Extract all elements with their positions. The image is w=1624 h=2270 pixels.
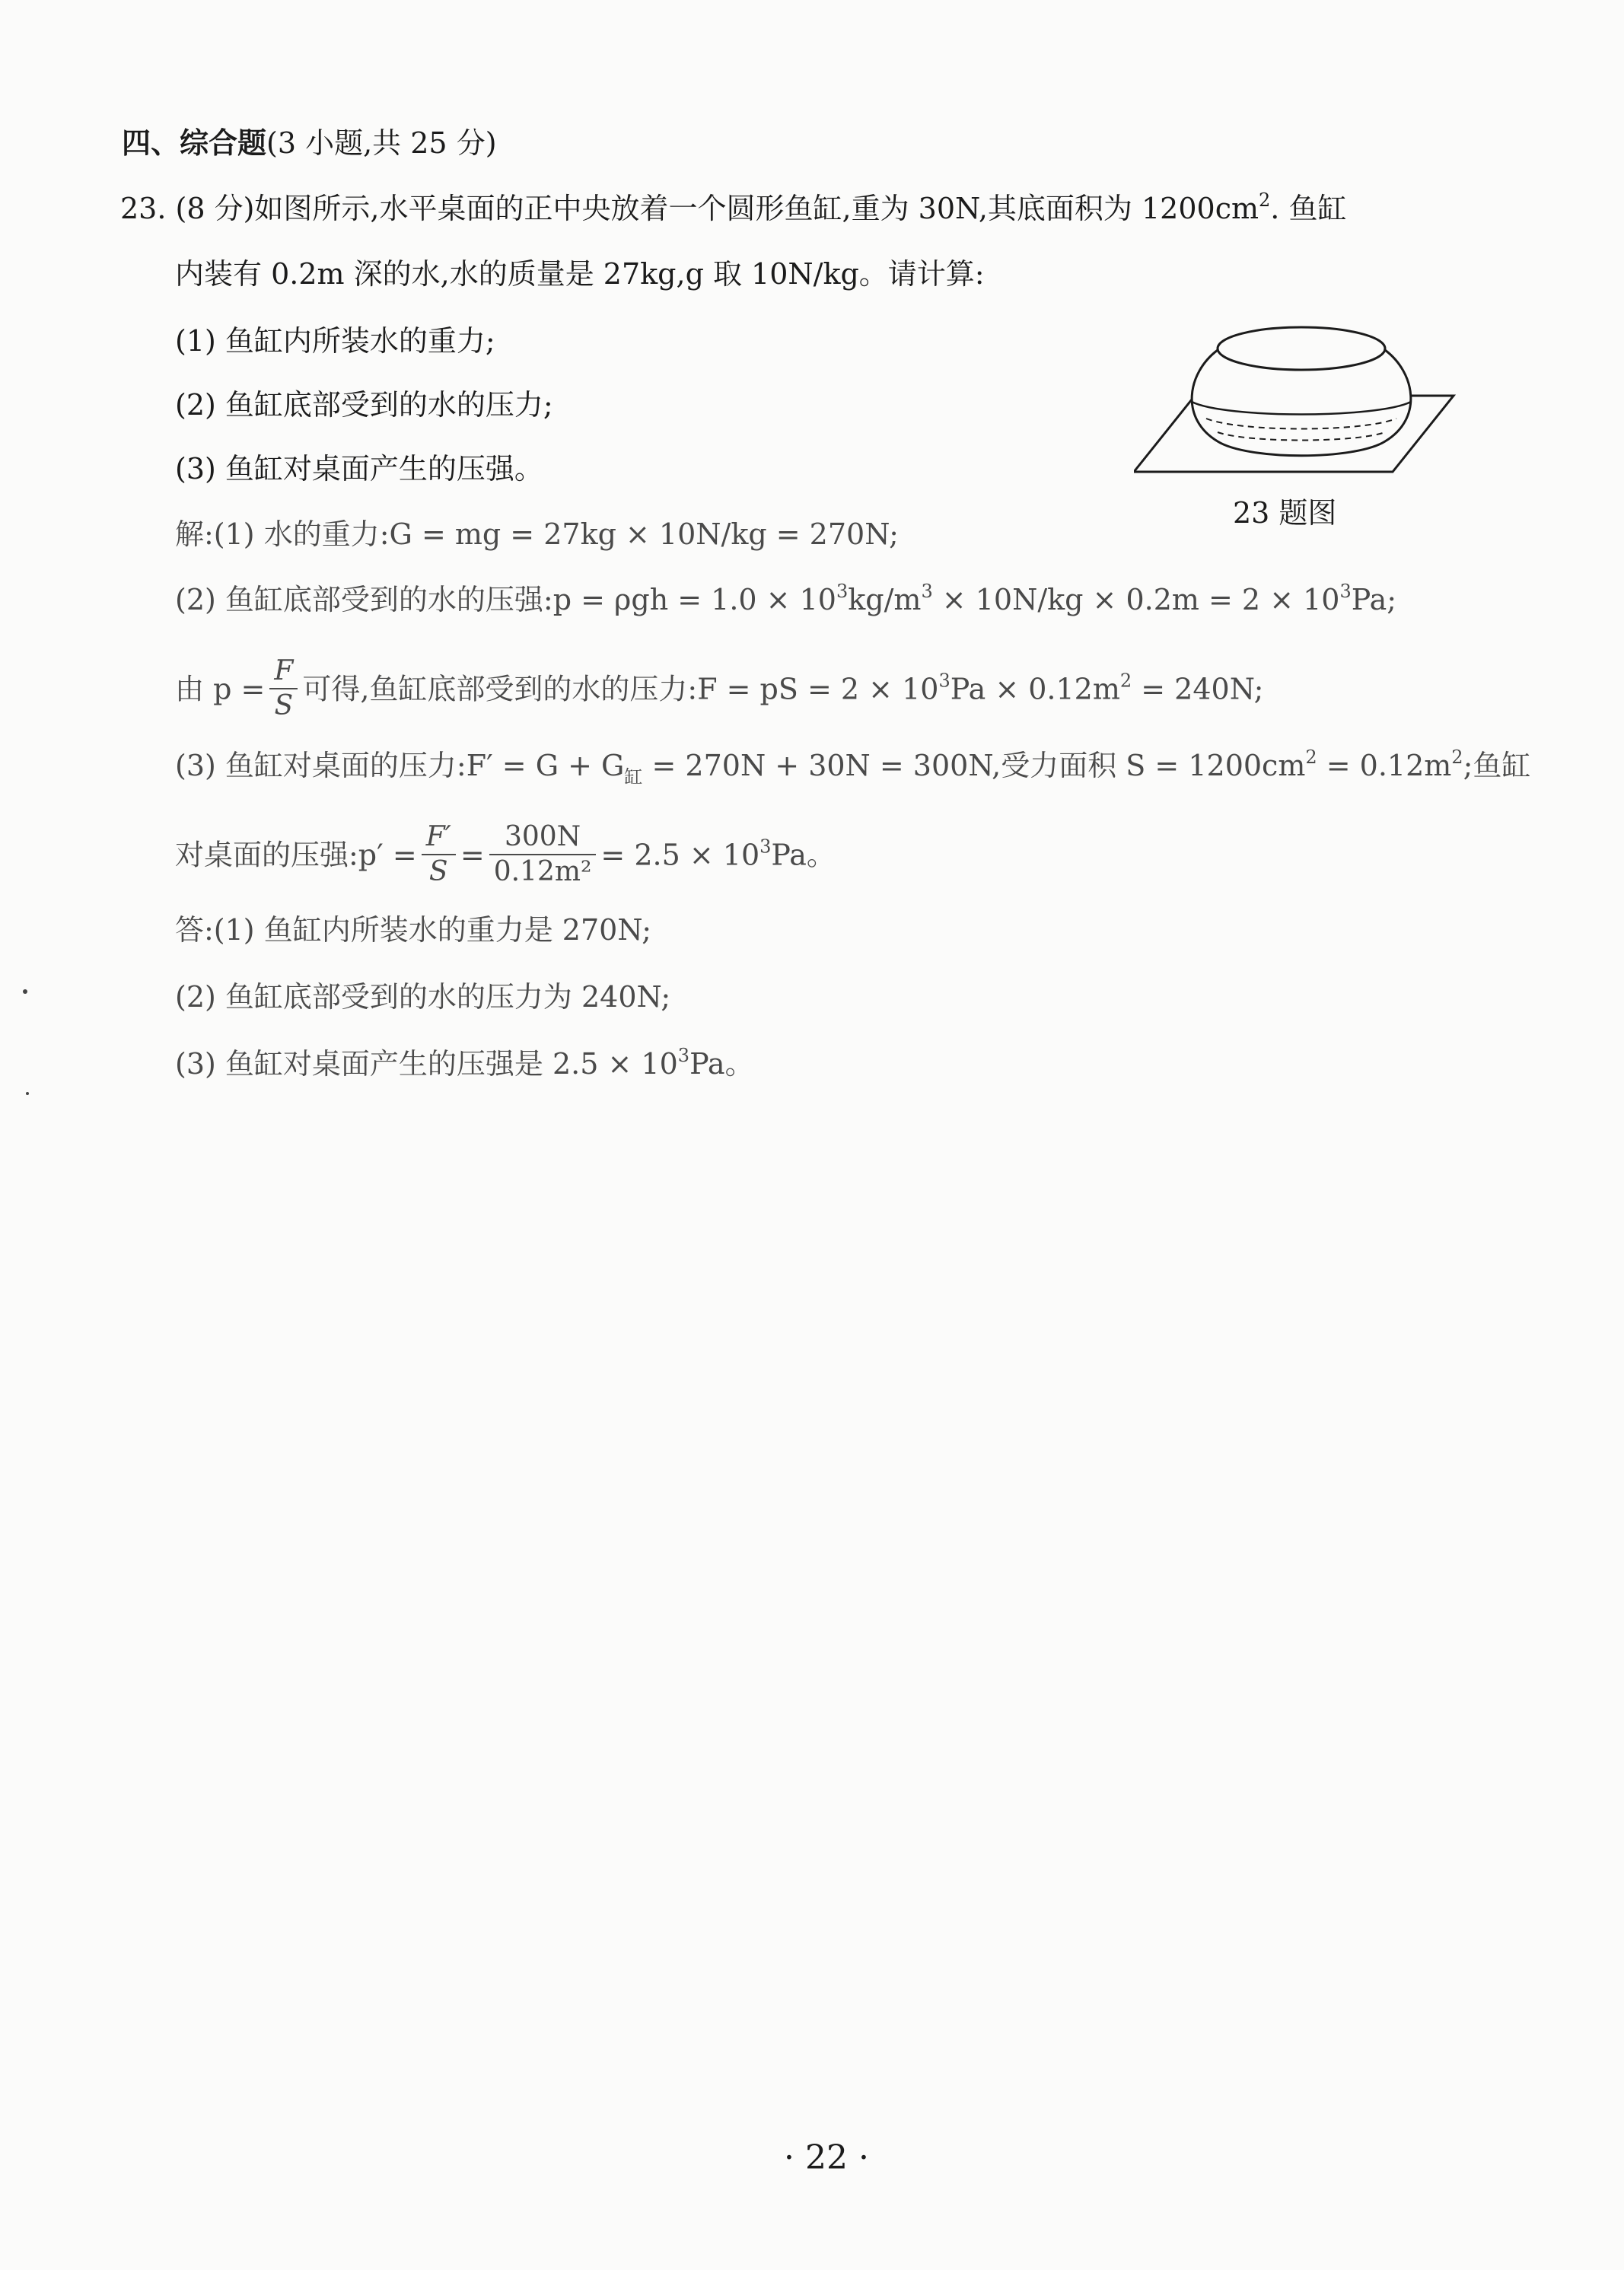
solution-step-2	[175, 580, 1396, 619]
solution-step-1: 解:(1) 水的重力:G = mg = 27kg × 10N/kg = 270N;	[175, 517, 899, 551]
fraction-numerator: 300N	[489, 820, 597, 855]
solution-text: kg/m	[848, 583, 922, 616]
section-meta: (3 小题,共 25 分)	[266, 126, 497, 160]
superscript: 2	[1259, 189, 1271, 211]
question-line-1	[120, 189, 1346, 228]
superscript: 3	[836, 581, 849, 602]
solution-text: = 240N;	[1132, 672, 1264, 706]
answer-text: (3) 鱼缸对桌面产生的压强是 2.5 × 10	[175, 1047, 678, 1081]
solution-text: Pa。	[771, 838, 836, 872]
fraction-numerator: F′	[422, 820, 456, 855]
answer-line-2: (2) 鱼缸底部受到的水的压力为 240N;	[175, 980, 671, 1014]
superscript: 3	[677, 1045, 690, 1066]
solution-text: = 2.5 × 10	[600, 838, 760, 872]
solution-text: = 0.12m	[1317, 749, 1452, 782]
fraction-numerator: F	[269, 654, 298, 689]
answer-line-1: 答:(1) 鱼缸内所装水的重力是 270N;	[175, 913, 652, 947]
scan-dot	[26, 1092, 29, 1095]
fraction-f-over-s	[269, 654, 298, 723]
fraction-fprime-over-s	[422, 820, 456, 889]
solution-text: ;鱼缸	[1463, 749, 1531, 782]
superscript: 3	[938, 670, 951, 692]
scan-dot	[23, 989, 27, 994]
solution-text: 可得,鱼缸底部受到的水的压力:F = pS = 2 × 10	[302, 672, 939, 706]
superscript: 2	[1305, 747, 1317, 768]
solution-text: Pa × 0.12m	[950, 672, 1120, 706]
question-sub-3: (3) 鱼缸对桌面产生的压强。	[175, 452, 543, 486]
section-title: 四、综合题	[122, 126, 267, 160]
solution-step-3	[175, 657, 1263, 726]
question-sub-1: (1) 鱼缸内所装水的重力;	[175, 324, 495, 358]
superscript: 3	[1339, 581, 1352, 602]
fish-bowl-rim	[1218, 327, 1385, 370]
superscript: 3	[759, 836, 772, 858]
superscript: 3	[921, 581, 933, 602]
solution-text: × 10N/kg × 0.2m = 2 × 10	[932, 583, 1340, 616]
solution-text: 由 p =	[175, 672, 266, 706]
equals-sign: =	[460, 838, 485, 872]
fraction-denominator: S	[274, 690, 294, 721]
fraction-300n-over-area	[489, 820, 597, 889]
question-line-2: 内装有 0.2m 深的水,水的质量是 27kg,g 取 10N/kg。请计算:	[175, 257, 985, 291]
fraction-denominator: 0.12m²	[493, 856, 592, 887]
question-text-1-end: . 鱼缸	[1270, 192, 1347, 225]
section-heading	[122, 123, 497, 163]
figure-caption: 23 题图	[1233, 496, 1337, 530]
solution-step-4	[175, 746, 1531, 788]
question-sub-2: (2) 鱼缸底部受到的水的压力;	[175, 388, 553, 422]
fraction-denominator: S	[428, 856, 448, 887]
solution-text: = 270N + 30N = 300N,受力面积 S = 1200cm	[642, 749, 1306, 782]
question-text-1: 23. (8 分)如图所示,水平桌面的正中央放着一个圆形鱼缸,重为 30N,其底面积为 1200cm	[120, 192, 1259, 225]
answer-text: Pa。	[689, 1047, 754, 1081]
superscript: 2	[1451, 747, 1463, 768]
page-number: · 22 ·	[784, 2138, 869, 2177]
solution-step-5	[175, 823, 836, 892]
solution-text: (3) 鱼缸对桌面的压力:F′ = G + G	[175, 749, 625, 782]
solution-text: (2) 鱼缸底部受到的水的压强:p = ρgh = 1.0 × 10	[175, 583, 836, 616]
answer-line-3	[175, 1044, 754, 1084]
solution-text: Pa;	[1351, 583, 1397, 616]
solution-text: 对桌面的压强:p′ =	[175, 838, 417, 872]
superscript: 2	[1119, 670, 1132, 692]
subscript: 缸	[624, 766, 643, 788]
